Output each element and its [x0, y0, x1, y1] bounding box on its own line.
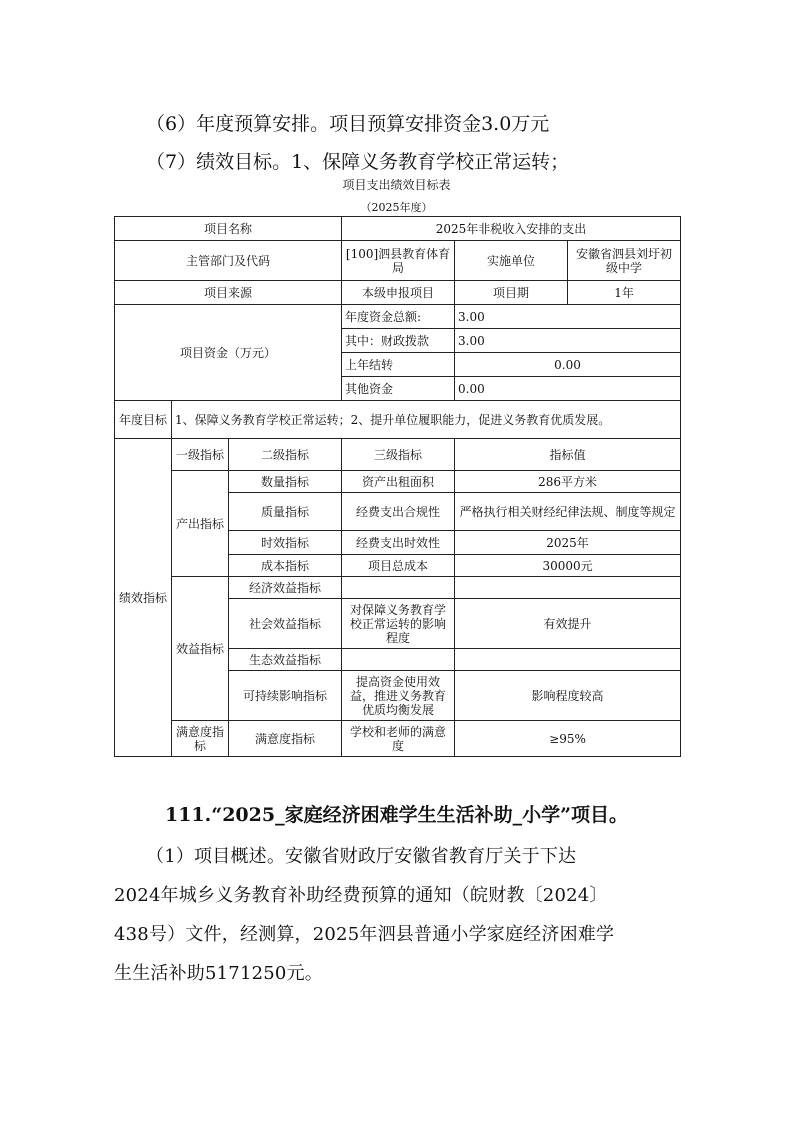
output-l3: 经费支出合规性 — [342, 493, 455, 531]
output-l2: 质量指标 — [229, 493, 342, 531]
table-row — [115, 577, 681, 599]
benefit-l3 — [342, 577, 455, 599]
funds-item-label: 上年结转 — [342, 353, 455, 377]
budget-paragraph: （6）年度预算安排。项目预算安排资金3.0万元 — [146, 113, 550, 135]
benefit-value: 有效提升 — [455, 599, 681, 649]
period-value: 1年 — [568, 281, 681, 305]
annual-goal-value: 1、保障义务教育学校正常运转；2、提升单位履职能力，促进义务教育优质发展。 — [172, 401, 681, 439]
table-row — [115, 721, 681, 757]
benefit-value — [455, 577, 681, 599]
benefit-indicator-label: 效益指标 — [172, 577, 229, 721]
benefit-l3: 提高资金使用效益，推进义务教育优质均衡发展 — [342, 671, 455, 721]
output-l3: 项目总成本 — [342, 555, 455, 577]
table-title: 项目支出绩效目标表 — [342, 178, 451, 192]
satisfaction-indicator-label: 满意度指标 — [172, 721, 229, 757]
output-l2: 成本指标 — [229, 555, 342, 577]
satisfaction-l3: 学校和老师的满意度 — [342, 721, 455, 757]
benefit-l3 — [342, 649, 455, 671]
header-level1: 一级指标 — [172, 439, 229, 471]
body-line: 2024年城乡义务教育补助经费预算的通知（皖财教〔2024〕 — [114, 885, 608, 906]
output-l2: 数量指标 — [229, 471, 342, 493]
dept-value: [100]泗县教育体育局 — [342, 241, 455, 281]
output-value: 286平方米 — [455, 471, 681, 493]
benefit-l2: 社会效益指标 — [229, 599, 342, 649]
table-row — [115, 439, 681, 471]
funds-label: 项目资金（万元） — [115, 305, 342, 401]
table-row — [115, 401, 681, 439]
performance-table — [114, 216, 681, 757]
source-label: 项目来源 — [115, 281, 342, 305]
output-value: 2025年 — [455, 531, 681, 555]
table-year: （2025年度） — [360, 201, 433, 214]
funds-item-label: 年度资金总额: — [342, 305, 455, 329]
body-line: 生生活补助5171250元。 — [114, 963, 323, 984]
satisfaction-l2: 满意度指标 — [229, 721, 342, 757]
benefit-l3: 对保障义务教育学校正常运转的影响程度 — [342, 599, 455, 649]
header-level3: 三级指标 — [342, 439, 455, 471]
benefit-value — [455, 649, 681, 671]
benefit-l2: 经济效益指标 — [229, 577, 342, 599]
funds-item-value: 0.00 — [455, 377, 681, 401]
source-value: 本级申报项目 — [342, 281, 455, 305]
unit-value: 安徽省泗县刘圩初级中学 — [568, 241, 681, 281]
body-line: 438号）文件，经测算，2025年泗县普通小学家庭经济困难学 — [114, 924, 615, 945]
perf-indicator-label: 绩效指标 — [115, 439, 172, 757]
benefit-l2: 生态效益指标 — [229, 649, 342, 671]
funds-item-label: 其中：财政拨款 — [342, 329, 455, 353]
dept-label: 主管部门及代码 — [115, 241, 342, 281]
table-row — [115, 305, 681, 329]
output-value: 严格执行相关财经纪律法规、制度等规定 — [455, 493, 681, 531]
section-heading: 111.“2025_家庭经济困难学生生活补助_小学”项目。 — [164, 804, 628, 826]
table-row — [115, 217, 681, 241]
body-line: （1）项目概述。安徽省财政厅安徽省教育厅关于下达 — [146, 846, 577, 867]
output-l3: 资产出租面积 — [342, 471, 455, 493]
output-value: 30000元 — [455, 555, 681, 577]
table-row — [115, 471, 681, 493]
funds-item-label: 其他资金 — [342, 377, 455, 401]
output-l2: 时效指标 — [229, 531, 342, 555]
period-label: 项目期 — [455, 281, 568, 305]
funds-item-value: 0.00 — [455, 353, 681, 377]
goal-paragraph: （7）绩效目标。1、保障义务教育学校正常运转； — [146, 151, 570, 173]
header-level2: 二级指标 — [229, 439, 342, 471]
satisfaction-value: ≥95% — [455, 721, 681, 757]
output-l3: 经费支出时效性 — [342, 531, 455, 555]
funds-item-value: 3.00 — [455, 305, 681, 329]
annual-goal-label: 年度目标 — [115, 401, 172, 439]
project-name-label: 项目名称 — [115, 217, 342, 241]
unit-label: 实施单位 — [455, 241, 568, 281]
funds-item-value: 3.00 — [455, 329, 681, 353]
header-value: 指标值 — [455, 439, 681, 471]
table-row — [115, 241, 681, 281]
table-row — [115, 281, 681, 305]
benefit-value: 影响程度较高 — [455, 671, 681, 721]
project-name-value: 2025年非税收入安排的支出 — [342, 217, 681, 241]
output-indicator-label: 产出指标 — [172, 471, 229, 577]
benefit-l2: 可持续影响指标 — [229, 671, 342, 721]
